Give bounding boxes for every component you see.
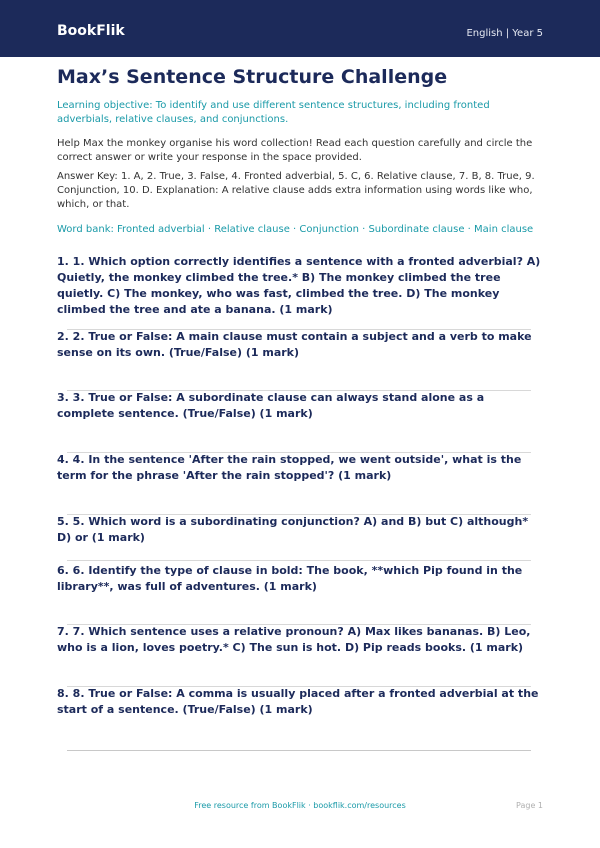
question-2: 2. 2. True or False: A main clause must contain a subject and a verb to make sense on its own. (True/False) (1 mark) <box>57 330 532 359</box>
answer-line-5[interactable] <box>67 560 531 561</box>
question-6: 6. 6. Identify the type of clause in bold: The book, **which Pip found in the library**, was full of adventures. (1 mark) <box>57 564 523 593</box>
learning-objective: Learning objective: To identify and use different sentence structures, including fronted adverbials, relative clauses, and conjunctions. <box>57 100 490 125</box>
answer-key: Answer Key: 1. A, 2. True, 3. False, 4. Fronted adverbial, 5. C, 6. Relative clause, 7. B, 8. True, 9. Conjunction, 10. D. Explanation: A relative clause adds extra information using words like who, which, or that. <box>57 171 535 210</box>
question-3: 3. 3. True or False: A subordinate clause can always stand alone as a complete sentence. (True/False) (1 mark) <box>57 391 485 420</box>
answer-line-8[interactable] <box>67 750 531 751</box>
brand-logo-text[interactable]: BookFlik <box>57 23 125 39</box>
question-5: 5. 5. Which word is a subordinating conjunction? A) and B) but C) although* D) or (1 mark) <box>57 515 529 544</box>
footer-credit[interactable]: Free resource from BookFlik · bookflik.com/resources <box>194 801 406 810</box>
page-number: Page 1 <box>516 801 543 810</box>
worksheet-title: Max’s Sentence Structure Challenge <box>57 66 448 88</box>
word-bank: Word bank: Fronted adverbial · Relative clause · Conjunction · Subordinate clause · Main clause <box>57 224 534 235</box>
question-8: 8. 8. True or False: A comma is usually placed after a fronted adverbial at the start of a sentence. (True/False) (1 mark) <box>57 687 539 716</box>
subject-year-label: English | Year 5 <box>466 28 543 39</box>
header-bar <box>0 0 600 57</box>
question-7: 7. 7. Which sentence uses a relative pronoun? A) Max likes bananas. B) Leo, who is a lion, loves poetry.* C) The sun is hot. D) Pip reads books. (1 mark) <box>57 625 531 654</box>
intro-instructions: Help Max the monkey organise his word collection! Read each question carefully and circle the correct answer or write your response in the space provided. <box>57 138 533 163</box>
question-1: 1. 1. Which option correctly identifies a sentence with a fronted adverbial? A) Quietly, the monkey climbed the tree.* B) The monkey climbed the tree quietly. C) The monkey, who was fast, climbed the tree. D) The monkey climbed the tree and ate a banana. (1 mark) <box>57 255 541 316</box>
question-4: 4. 4. In the sentence 'After the rain stopped, we went outside', what is the term for the phrase 'After the rain stopped'? (1 mark) <box>57 453 522 482</box>
